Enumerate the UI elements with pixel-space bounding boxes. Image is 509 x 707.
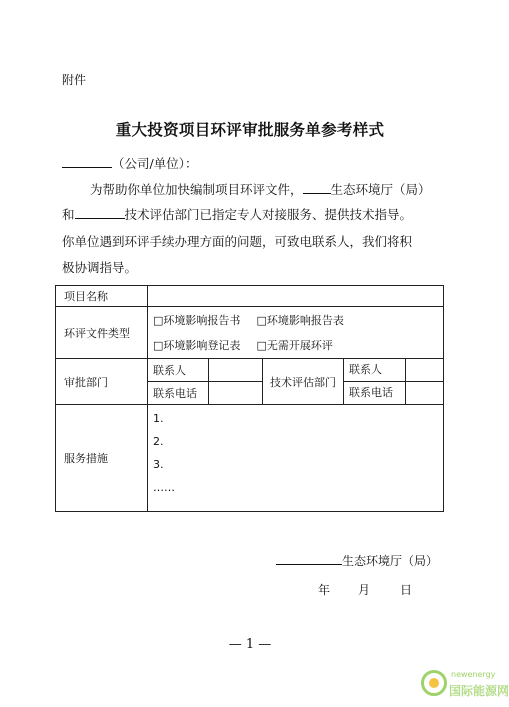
agency-blank[interactable]: [303, 182, 331, 194]
sun-logo-icon: [421, 670, 447, 696]
service-table: [55, 285, 444, 512]
company-blank[interactable]: [62, 156, 112, 168]
date-year: 年: [318, 583, 331, 597]
approval-contact-label: 联系人: [148, 359, 209, 382]
measure-item: 1.: [153, 412, 164, 425]
doc-type-options-row1: [148, 307, 444, 333]
measure-item: 2.: [153, 435, 164, 448]
project-name-field[interactable]: [148, 286, 444, 307]
doc-type-options-row2: [148, 333, 444, 359]
measures-label: 服务措施: [56, 405, 148, 512]
body-text: 生态环境厅（局）: [330, 182, 431, 197]
approval-phone-label: 联系电话: [148, 382, 209, 405]
approval-dept-label: 审批部门: [56, 359, 148, 405]
watermark-logo: [417, 664, 509, 702]
date-line: [318, 581, 412, 598]
watermark-line2: 国际能源网: [449, 684, 509, 698]
addressee-line: [62, 154, 197, 172]
body-text: 技术评估部门已指定专人对接服务、提供技术指导。: [124, 207, 413, 222]
tech-contact-cell: [344, 359, 444, 382]
approval-contact-field[interactable]: [209, 359, 263, 382]
body-text: 为帮助你单位加快编制项目环评文件，: [90, 182, 303, 197]
body-line-3: [62, 205, 412, 223]
doc-type-option[interactable]: □环境影响登记表: [153, 339, 241, 353]
date-day: 日: [400, 583, 413, 597]
signature-blank[interactable]: [276, 553, 342, 565]
tech-phone-label: 联系电话: [344, 382, 406, 404]
tech-dept-blank[interactable]: [75, 207, 125, 219]
body-text: 和: [62, 207, 75, 222]
doc-type-label: 环评文件类型: [56, 307, 148, 359]
addressee-suffix: （公司/单位）：: [112, 156, 198, 171]
measure-item: 3.: [153, 458, 164, 471]
measures-field[interactable]: [148, 405, 444, 512]
body-line-4: 你单位遇到环评手续办理方面的问题，可致电联系人，我们将积: [62, 234, 413, 249]
page-number: — 1 —: [228, 637, 272, 652]
watermark-line1: newenergy: [451, 670, 496, 679]
tech-dept-label: 技术评估部门: [263, 359, 344, 405]
measure-item: ……: [153, 481, 175, 494]
approval-phone-field[interactable]: [209, 382, 263, 405]
date-month: 月: [358, 583, 371, 597]
attachment-label: 附件: [62, 73, 87, 87]
tech-contact-label: 联系人: [344, 359, 406, 381]
doc-type-option[interactable]: □无需开展环评: [256, 339, 333, 353]
body-line-2: [90, 180, 431, 198]
project-name-label: 项目名称: [56, 286, 148, 307]
document-title: 重大投资项目环评审批服务单参考样式: [115, 121, 385, 139]
tech-phone-cell: [344, 382, 444, 405]
doc-type-option[interactable]: □环境影响报告书: [153, 313, 241, 327]
signature-suffix: 生态环境厅（局）: [342, 554, 439, 568]
signature-line: [276, 552, 438, 569]
doc-type-option[interactable]: □环境影响报告表: [256, 313, 344, 327]
body-line-5: 极协调指导。: [62, 260, 138, 275]
